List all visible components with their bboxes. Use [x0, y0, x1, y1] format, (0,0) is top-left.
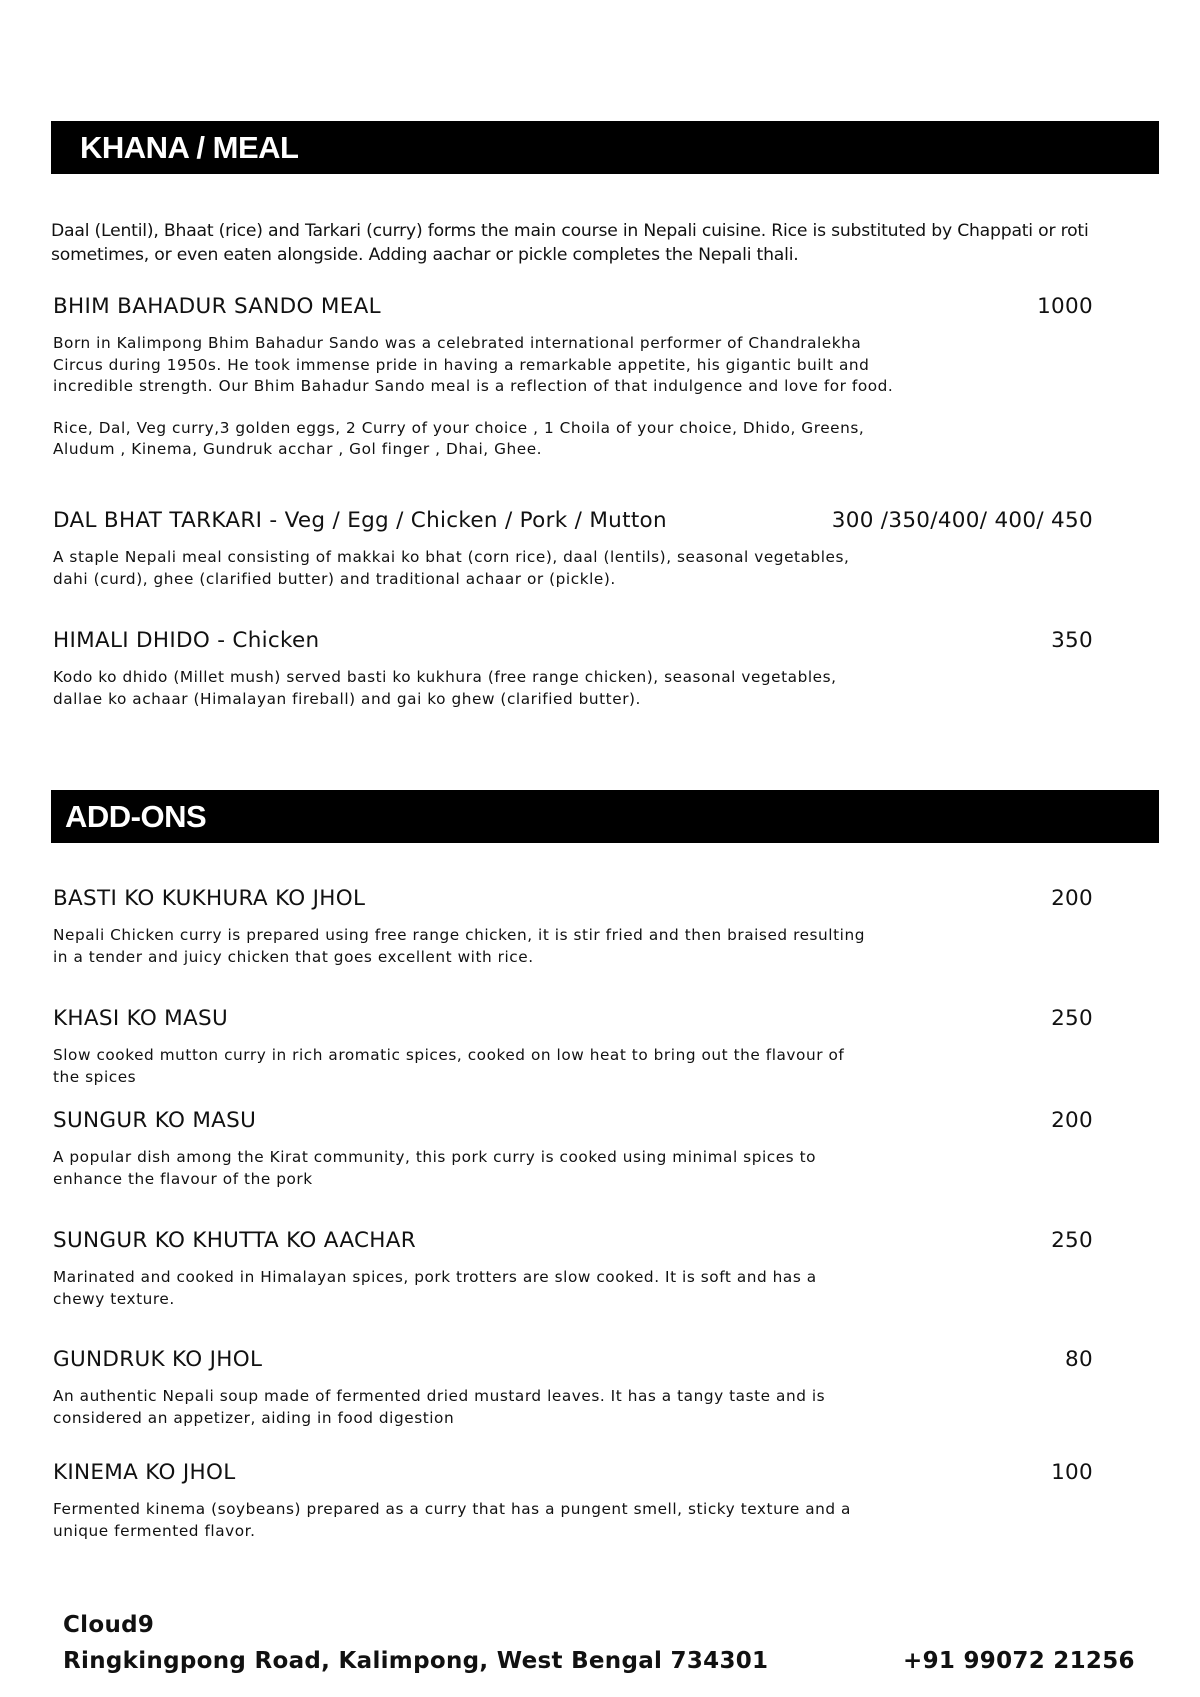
menu-item-includes: Rice, Dal, Veg curry,3 golden eggs, 2 Curry of your choice , 1 Choila of your choice, Dhido, Greens, Aludum , Kinema, Gundruk acchar , Gol finger , Dhai, Ghee. — [53, 418, 865, 458]
addon-item-name: SUNGUR KO KHUTTA KO AACHAR — [53, 1228, 417, 1253]
addon-item-name: BASTI KO KUKHURA KO JHOL — [53, 886, 366, 911]
addon-item-name: KHASI KO MASU — [53, 1006, 229, 1031]
addon-item-name: GUNDRUK KO JHOL — [53, 1347, 263, 1372]
addon-item-price: 200 — [1051, 1108, 1093, 1133]
addon-item-price: 200 — [1051, 886, 1093, 911]
restaurant-phone: +91 99072 21256 — [903, 1648, 1135, 1674]
menu-item-price: 300 /350/400/ 400/ 450 — [831, 508, 1093, 533]
addon-item-price: 80 — [1065, 1347, 1093, 1372]
addon-item-description: Fermented kinema (soybeans) prepared as a curry that has a pungent smell, sticky texture and a unique fermented flavor. — [53, 1500, 851, 1540]
menu-item-description: Kodo ko dhido (Millet mush) served basti ko kukhura (free range chicken), seasonal vegetables, dallae ko achaar (Himalayan fireball) and gai ko ghew (clarified butter). — [53, 668, 837, 708]
meal-section-banner — [51, 121, 1159, 174]
addon-item-description: An authentic Nepali soup made of fermented dried mustard leaves. It has a tangy taste and is considered an appetizer, aiding in food digestion — [53, 1387, 826, 1427]
menu-item-name: HIMALI DHIDO - Chicken — [53, 628, 320, 653]
addon-item-name: KINEMA KO JHOL — [53, 1460, 236, 1485]
addon-item-description: A popular dish among the Kirat community, this pork curry is cooked using minimal spices to enhance the flavour of the pork — [53, 1148, 817, 1188]
menu-item — [53, 508, 1093, 590]
addon-item — [53, 1006, 1093, 1088]
menu-item-name: DAL BHAT TARKARI - Veg / Egg / Chicken / Pork / Mutton — [53, 508, 667, 533]
addon-item — [53, 1228, 1093, 1310]
addon-item — [53, 886, 1093, 968]
addons-section-title: ADD-ONS — [65, 798, 207, 834]
addon-item-price: 250 — [1051, 1006, 1093, 1031]
menu-item-price: 350 — [1051, 628, 1093, 653]
meal-section-title: KHANA / MEAL — [80, 129, 299, 165]
menu-item-description: A staple Nepali meal consisting of makkai ko bhat (corn rice), daal (lentils), seasonal vegetables, dahi (curd), ghee (clarified butter) and traditional achaar or (pickle). — [53, 548, 850, 588]
addon-item-name: SUNGUR KO MASU — [53, 1108, 257, 1133]
addon-item-description: Marinated and cooked in Himalayan spices, pork trotters are slow cooked. It is soft and has a chewy texture. — [53, 1268, 817, 1308]
addon-item-description: Nepali Chicken curry is prepared using free range chicken, it is stir fried and then braised resulting in a tender and juicy chicken that goes excellent with rice. — [53, 926, 865, 966]
restaurant-name: Cloud9 — [63, 1612, 155, 1638]
menu-item-price: 1000 — [1037, 294, 1093, 319]
menu-item-name: BHIM BAHADUR SANDO MEAL — [53, 294, 381, 319]
addon-item-price: 100 — [1051, 1460, 1093, 1485]
addon-item-price: 250 — [1051, 1228, 1093, 1253]
menu-item-description: Born in Kalimpong Bhim Bahadur Sando was a celebrated international performer of Chandralekha Circus during 1950s. He took immense pride in having a remarkable appetite, his gigantic built and incredible strength. Our Bhim Bahadur Sando meal is a reflection of that indulgence and love for food. — [53, 334, 894, 395]
addon-item — [53, 1347, 1093, 1429]
restaurant-address: Ringkingpong Road, Kalimpong, West Bengal 734301 — [63, 1648, 769, 1674]
menu-item — [53, 628, 1093, 710]
addon-item — [53, 1460, 1093, 1542]
addon-item — [53, 1108, 1093, 1190]
meal-section-intro: Daal (Lentil), Bhaat (rice) and Tarkari (curry) forms the main course in Nepali cuisine. Rice is substituted by Chappati or roti sometimes, or even eaten alongside. Adding aachar or pickle completes the Nepali thali. — [51, 221, 1089, 265]
addons-section-banner — [51, 790, 1159, 843]
menu-item — [53, 294, 1093, 461]
addon-item-description: Slow cooked mutton curry in rich aromatic spices, cooked on low heat to bring out the flavour of the spices — [53, 1046, 845, 1086]
